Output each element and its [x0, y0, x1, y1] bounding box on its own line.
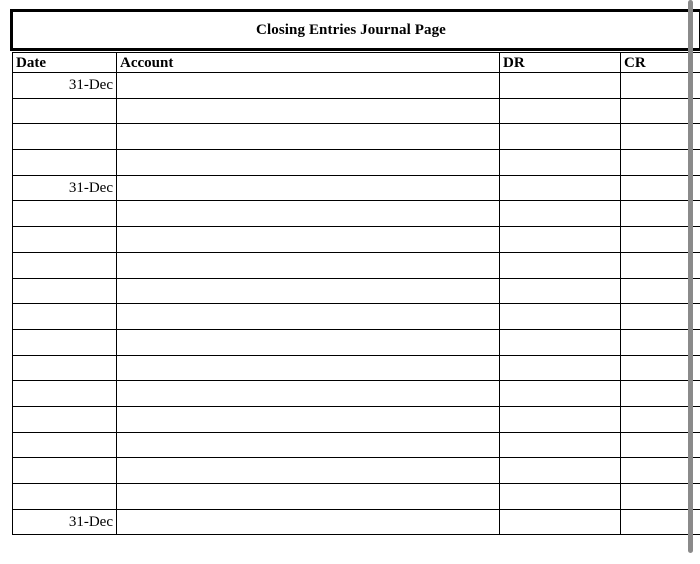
dr-cell[interactable] [500, 227, 621, 253]
table-row [13, 227, 700, 253]
date-cell[interactable] [13, 227, 117, 253]
table-row [13, 432, 700, 458]
date-cell[interactable] [13, 304, 117, 330]
dr-cell[interactable] [500, 355, 621, 381]
table-row [13, 175, 700, 201]
account-cell[interactable] [117, 252, 500, 278]
account-cell[interactable] [117, 304, 500, 330]
account-cell[interactable] [117, 175, 500, 201]
account-cell[interactable] [117, 73, 500, 99]
dr-cell[interactable] [500, 150, 621, 176]
date-cell[interactable] [13, 124, 117, 150]
account-cell[interactable] [117, 381, 500, 407]
table-row [13, 252, 700, 278]
date-cell[interactable] [13, 98, 117, 124]
table-row [13, 201, 700, 227]
table-row [13, 381, 700, 407]
table-row [13, 484, 700, 510]
account-cell[interactable] [117, 124, 500, 150]
date-cell[interactable] [13, 329, 117, 355]
dr-cell[interactable] [500, 381, 621, 407]
date-cell[interactable] [13, 201, 117, 227]
account-cell[interactable] [117, 406, 500, 432]
header-row [13, 53, 700, 73]
dr-cell[interactable] [500, 98, 621, 124]
account-cell[interactable] [117, 278, 500, 304]
date-cell[interactable] [13, 484, 117, 510]
journal-body [13, 73, 700, 535]
dr-cell[interactable] [500, 304, 621, 330]
dr-cell[interactable] [500, 124, 621, 150]
dr-cell[interactable] [500, 252, 621, 278]
account-cell[interactable] [117, 201, 500, 227]
vertical-scrollbar[interactable] [688, 0, 693, 553]
table-row [13, 458, 700, 484]
date-cell[interactable]: 31-Dec [13, 509, 117, 535]
dr-cell[interactable] [500, 432, 621, 458]
date-column-header: Date [13, 53, 117, 73]
account-cell[interactable] [117, 98, 500, 124]
dr-cell[interactable] [500, 278, 621, 304]
date-cell[interactable] [13, 150, 117, 176]
date-cell[interactable]: 31-Dec [13, 73, 117, 99]
date-cell[interactable] [13, 432, 117, 458]
dr-cell[interactable] [500, 73, 621, 99]
dr-cell[interactable] [500, 175, 621, 201]
table-row [13, 73, 700, 99]
date-cell[interactable] [13, 278, 117, 304]
cr-column-header: CR [621, 53, 700, 73]
table-row [13, 278, 700, 304]
date-cell[interactable] [13, 458, 117, 484]
title-box [10, 9, 700, 51]
table-row [13, 406, 700, 432]
table-row [13, 98, 700, 124]
date-cell[interactable] [13, 381, 117, 407]
dr-cell[interactable] [500, 329, 621, 355]
account-cell[interactable] [117, 329, 500, 355]
page-title: Closing Entries Journal Page [256, 21, 446, 38]
account-cell[interactable] [117, 355, 500, 381]
account-column-header: Account [117, 53, 500, 73]
account-cell[interactable] [117, 458, 500, 484]
dr-cell[interactable] [500, 201, 621, 227]
date-cell[interactable] [13, 252, 117, 278]
date-cell[interactable]: 31-Dec [13, 175, 117, 201]
dr-cell[interactable] [500, 406, 621, 432]
table-row [13, 329, 700, 355]
dr-column-header: DR [500, 53, 621, 73]
account-cell[interactable] [117, 484, 500, 510]
table-row [13, 304, 700, 330]
journal-table [12, 52, 700, 535]
account-cell[interactable] [117, 509, 500, 535]
table-row [13, 150, 700, 176]
date-cell[interactable] [13, 355, 117, 381]
table-row [13, 509, 700, 535]
dr-cell[interactable] [500, 509, 621, 535]
date-cell[interactable] [13, 406, 117, 432]
table-row [13, 124, 700, 150]
account-cell[interactable] [117, 432, 500, 458]
dr-cell[interactable] [500, 458, 621, 484]
account-cell[interactable] [117, 150, 500, 176]
table-row [13, 355, 700, 381]
dr-cell[interactable] [500, 484, 621, 510]
account-cell[interactable] [117, 227, 500, 253]
